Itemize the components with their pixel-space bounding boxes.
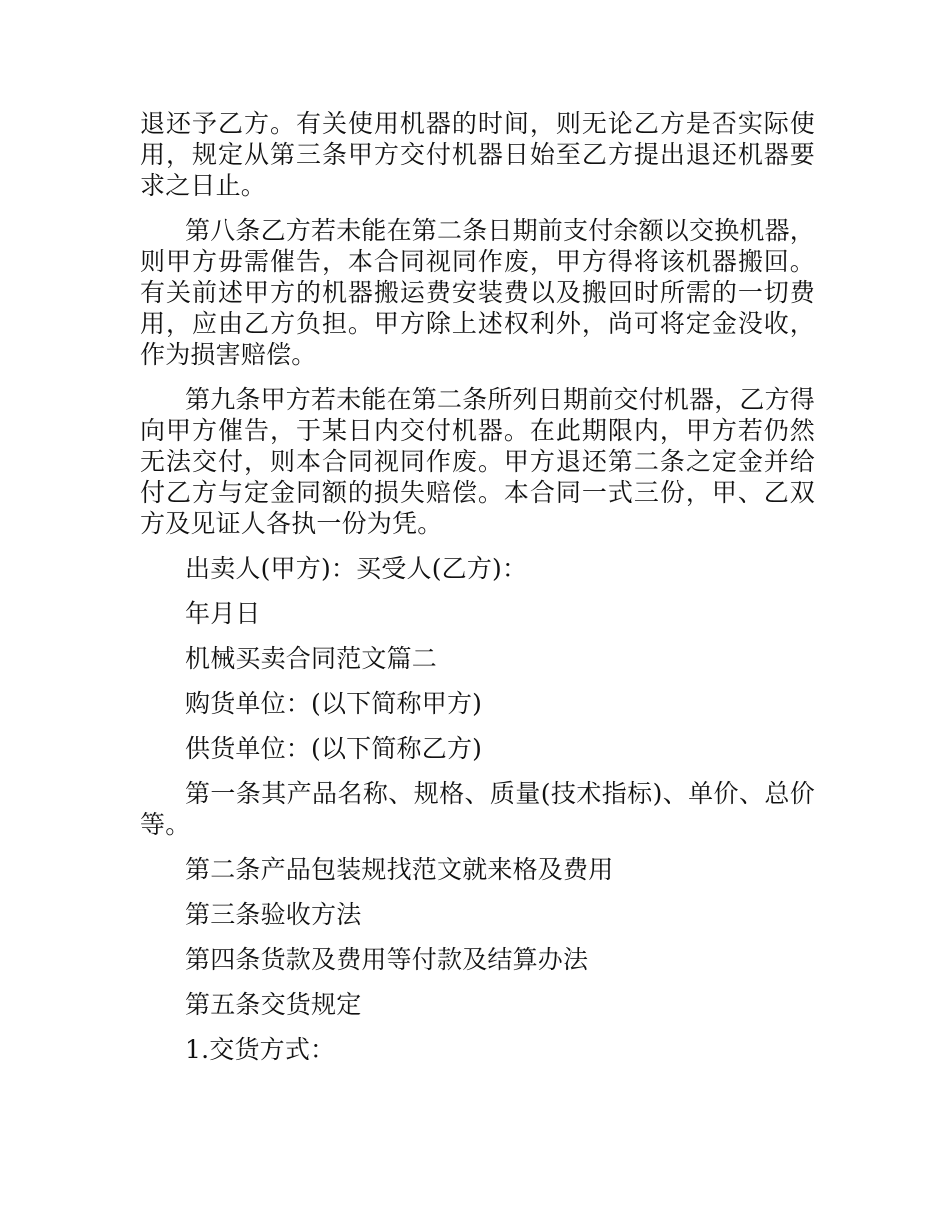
paragraph-article-9: 第九条甲方若未能在第二条所列日期前交付机器，乙方得向甲方催告，于某日内交付机器。在此期限内，甲方若仍然无法交付，则本合同视同作废。甲方退还第二条之定金并给付乙方与定金同额的损失赔偿。本合同一式三份，甲、乙双方及见证人各执一份为凭。 <box>140 385 816 538</box>
paragraph-delivery-method: 1.交货方式： <box>185 1035 336 1064</box>
paragraph-supplier: 供货单位：(以下简称乙方) <box>185 734 483 763</box>
paragraph-article-1: 第一条其产品名称、规格、质量(技术指标)、单价、总价等。 <box>140 779 815 839</box>
paragraph-article-5: 第五条交货规定 <box>185 990 362 1019</box>
document-body <box>140 108 815 1079</box>
section-title-part-two: 机械买卖合同范文篇二 <box>185 644 438 673</box>
paragraph-signatories: 出卖人(甲方)：买受人(乙方)： <box>185 554 528 583</box>
paragraph-article-4: 第四条货款及费用等付款及结算办法 <box>185 945 589 974</box>
paragraph-date: 年月日 <box>185 599 261 628</box>
paragraph-article-8: 第八条乙方若未能在第二条日期前支付余额以交换机器，则甲方毋需催告，本合同视同作废，甲方得将该机器搬回。有关前述甲方的机器搬运费安装费以及搬回时所需的一切费用，应由乙方负担。甲方除上述权利外，尚可将定金没收，作为损害赔偿。 <box>140 216 816 369</box>
paragraph-article-2: 第二条产品包装规找范文就来格及费用 <box>185 855 614 884</box>
paragraph-buyer: 购货单位：(以下简称甲方) <box>185 689 483 718</box>
paragraph-article-3: 第三条验收方法 <box>185 900 362 929</box>
paragraph-return-clause: 退还予乙方。有关使用机器的时间，则无论乙方是否实际使用，规定从第三条甲方交付机器日始至乙方提出退还机器要求之日止。 <box>140 109 815 200</box>
